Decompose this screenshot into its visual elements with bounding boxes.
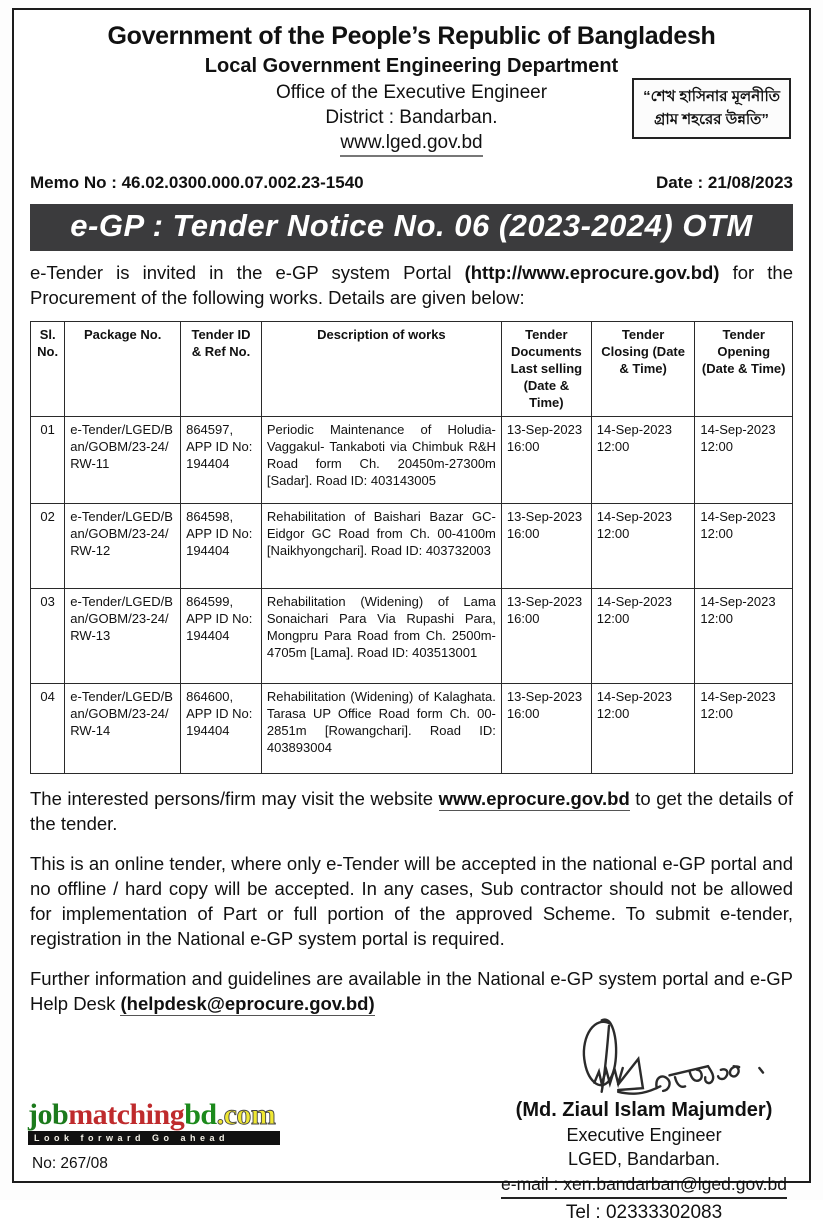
col-header-closing: Tender Closing (Date & Time) [591,321,695,416]
cell-description: Rehabilitation (Widening) of Kalaghata. Tarasa UP Office Road form Ch. 00-2851m [Rowangchari]. Road ID: 403893004 [261,684,501,774]
cell-description: Rehabilitation of Baishari Bazar GC-Eidgor GC Road from Ch. 00-4100m [Naikhyongchari]. Road ID: 403732003 [261,504,501,589]
district-line: District : Bandarban. [325,107,498,128]
cell-description: Periodic Maintenance of Holudia- Vaggakul- Tankaboti via Chimbuk R&H Road form Ch. 20450m-27300m [Sadar]. Road ID: 403143005 [261,417,501,504]
cell-opening: 14-Sep-2023 12:00 [695,684,793,774]
office-name: Office of the Executive Engineer [275,82,548,103]
cell-package: e-Tender/LGED/Ban/GOBM/23-24/RW-13 [65,589,181,684]
cell-last-selling: 13-Sep-2023 16:00 [501,504,591,589]
cell-opening: 14-Sep-2023 12:00 [695,417,793,504]
slogan-box [632,78,791,139]
logo-tagline: Look forward Go ahead [28,1131,280,1145]
cell-opening: 14-Sep-2023 12:00 [695,504,793,589]
cell-package: e-Tender/LGED/Ban/GOBM/23-24/RW-11 [65,417,181,504]
cell-tender-id: 864600, APP ID No: 194404 [181,684,262,774]
gov-title: Government of the People’s Republic of Bangladesh [107,22,716,50]
cell-last-selling: 13-Sep-2023 16:00 [501,684,591,774]
memo-number: Memo No : 46.02.0300.000.07.002.23-1540 [30,173,364,192]
cell-last-selling: 13-Sep-2023 16:00 [501,417,591,504]
logo-part-matching: matching [68,1098,185,1131]
table-row [31,417,793,504]
slogan-line-2: গ্রাম শহরের উন্নতি” [654,111,769,129]
notice-title-banner: e-GP : Tender Notice No. 06 (2023-2024) OTM [30,204,793,251]
signatory-organization: LGED, Bandarban. [567,1149,721,1170]
col-header-opening: Tender Opening (Date & Time) [695,321,793,416]
reference-number: No: 267/08 [32,1155,108,1172]
intro-text-pre: e-Tender is invited in the e-GP system Portal [30,262,465,283]
cell-last-selling: 13-Sep-2023 16:00 [501,589,591,684]
p1-text-pre: The interested persons/firm may visit the website [30,788,439,810]
table-row [31,684,793,774]
tender-table [30,321,793,774]
signature-scribble-icon [554,1011,774,1103]
table-header-row [31,321,793,416]
signatory-title: Executive Engineer [566,1125,722,1146]
cell-tender-id: 864599, APP ID No: 194404 [181,589,262,684]
table-row [31,504,793,589]
cell-package: e-Tender/LGED/Ban/GOBM/23-24/RW-14 [65,684,181,774]
cell-sl: 04 [31,684,65,774]
cell-closing: 14-Sep-2023 12:00 [591,504,695,589]
jobmatchingbd-logo [28,1100,288,1145]
lged-website-link: www.lged.gov.bd [340,132,482,157]
eprocure-website-link: www.eprocure.gov.bd [438,788,630,810]
cell-sl: 03 [31,589,65,684]
website-paragraph [30,787,793,837]
department-name: Local Government Engineering Department [204,55,619,77]
cell-closing: 14-Sep-2023 12:00 [591,417,695,504]
cell-tender-id: 864597, APP ID No: 194404 [181,417,262,504]
col-header-sl: Sl. No. [31,321,65,416]
slogan-line-1: “শেখ হাসিনার মূলনীতি [643,88,780,105]
cell-opening: 14-Sep-2023 12:00 [695,589,793,684]
col-header-tender-id: Tender ID & Ref No. [181,321,262,416]
logo-part-com: .com [216,1098,276,1131]
cell-package: e-Tender/LGED/Ban/GOBM/23-24/RW-12 [65,504,181,589]
memo-row [30,173,793,193]
helpdesk-paragraph [30,967,793,1017]
intro-paragraph [30,261,793,311]
memo-date: Date : 21/08/2023 [655,173,793,192]
col-header-last-selling: Tender Documents Last selling (Date & Time) [501,321,591,416]
p3-text-pre: Further information and guidelines are available in the National e-GP system portal and e-GP Help Desk [30,968,793,1015]
document-frame [12,8,811,1224]
online-tender-paragraph: This is an online tender, where only e-Tender will be accepted in the national e-GP portal and no offline / hard copy will be accepted. In any cases, Sub contractor should not be allowed for implementation of Part or full portion of the approved Scheme. To submit e-tender, registration in the National e-GP system portal is required. [30,853,793,950]
col-header-package: Package No. [65,321,181,416]
p1-text-post: to get the details of the tender. [30,788,793,835]
cell-tender-id: 864598, APP ID No: 194404 [181,504,262,589]
helpdesk-email-link: (helpdesk@eprocure.gov.bd) [120,993,375,1015]
intro-text-post: for the Procurement of the following works. Details are given below: [30,262,793,308]
cell-sl: 01 [31,417,65,504]
document-header [30,22,793,157]
cell-closing: 14-Sep-2023 12:00 [591,589,695,684]
cell-sl: 02 [31,504,65,589]
signatory-telephone: Tel : 02333302083 [565,1202,723,1224]
cell-description: Rehabilitation (Widening) of Lama Sonaichari Para Via Rupashi Para, Mongpru Para Road from Ch. 2500m-4705m [Lama]. Road ID: 403513001 [261,589,501,684]
cell-closing: 14-Sep-2023 12:00 [591,684,695,774]
eprocure-portal-url: (http://www.eprocure.gov.bd) [464,262,720,283]
signatory-email: e-mail : xen.bandarban@lged.gov.bd [501,1174,787,1199]
col-header-description: Description of works [261,321,501,416]
logo-part-job: job [28,1098,69,1131]
logo-part-bd: bd [184,1098,217,1131]
signatory-name: (Md. Ziaul Islam Majumder) [515,1099,773,1122]
table-row [31,589,793,684]
